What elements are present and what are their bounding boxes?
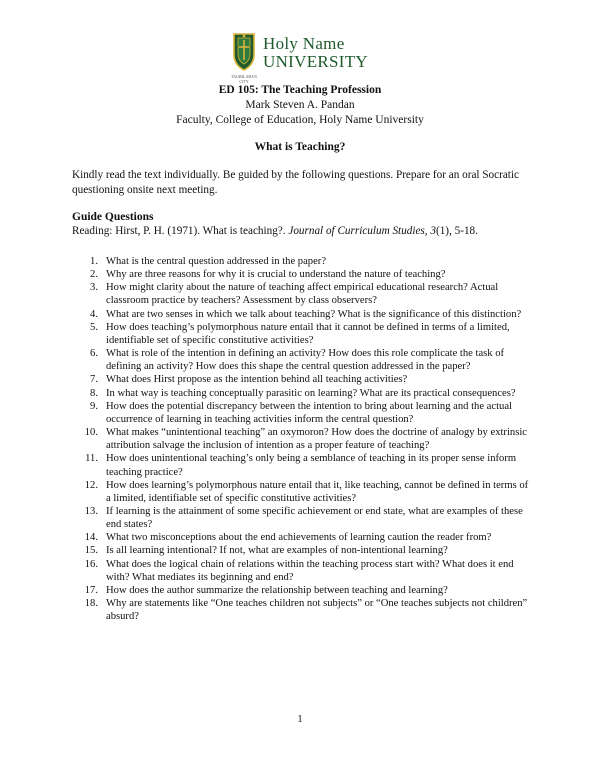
list-item: [72, 321, 532, 347]
question-number: 12.: [84, 479, 98, 491]
question-number: 6.: [90, 348, 98, 360]
university-seal-icon: [229, 32, 259, 74]
intro-paragraph: Kindly read the text individually. Be guided by the following questions. Prepare for an oral Socratic questioning onsite next meeting.: [72, 169, 519, 196]
page-number: 1: [297, 714, 303, 725]
list-item: [72, 479, 532, 505]
questions-list: [72, 255, 532, 623]
question-text: What is role of the intention in defining an activity? How does this role complicate the task of defining an activity? How does this shape the central question addressed in the paper?: [106, 348, 505, 373]
section-title: What is Teaching?: [254, 141, 346, 153]
question-number: 7.: [90, 374, 98, 386]
question-text: Why are statements like “One teaches children not subjects” or “One teaches subjects not children” absurd?: [106, 598, 528, 623]
question-text: How does unintentional teaching’s only being a semblance of teaching in its proper sense inform teaching practice?: [106, 453, 517, 478]
question-text: How does teaching’s polymorphous nature entail that it cannot be defined in terms of a limited, identifiable set of specific constitutive activities?: [106, 321, 510, 346]
question-text: What are two senses in which we talk about teaching? What is the significance of this distinction?: [106, 308, 522, 320]
list-item: [72, 452, 532, 478]
question-number: 17.: [84, 584, 98, 596]
course-title: ED 105: The Teaching Profession: [218, 84, 382, 96]
list-item: [72, 281, 532, 307]
reading-citation: [72, 224, 542, 239]
question-text: What makes “unintentional teaching” an oxymoron? How does the doctrine of analogy by extrinsic attribution salvage the inclusion of intention as a proper feature of teaching?: [106, 427, 527, 452]
question-text: What does Hirst propose as the intention behind all teaching activities?: [106, 374, 408, 386]
list-item: [72, 400, 532, 426]
list-item: [72, 505, 532, 531]
university-logo: [229, 32, 374, 84]
guide-questions-heading: Guide Questions: [72, 211, 154, 223]
list-item: [72, 373, 532, 386]
question-text: If learning is the attainment of some specific achievement or end state, what are examples of these end states?: [106, 505, 523, 531]
question-text: What is the central question addressed in the paper?: [106, 256, 327, 267]
question-text: In what way is teaching conceptually parasitic on learning? What are its practical consequences?: [106, 387, 516, 399]
author-affiliation: Faculty, College of Education, Holy Name University: [176, 114, 424, 126]
list-item: [72, 558, 532, 584]
question-number: 11.: [85, 453, 98, 465]
question-number: 3.: [90, 282, 98, 294]
question-number: 13.: [84, 505, 98, 517]
reading-suffix: (1), 5-18.: [435, 225, 478, 237]
question-number: 5.: [90, 321, 98, 333]
question-number: 16.: [84, 558, 98, 570]
question-number: 8.: [90, 387, 98, 399]
list-item: [72, 268, 532, 281]
university-wordmark: [263, 35, 368, 71]
list-item: [72, 387, 532, 400]
list-item: [72, 531, 532, 544]
list-item: [72, 347, 532, 373]
list-item: [72, 544, 532, 557]
question-text: What two misconceptions about the end achievements of learning caution the reader from?: [106, 532, 492, 544]
question-number: 4.: [90, 308, 98, 320]
list-item: [72, 308, 532, 321]
wordmark-line-2: UNIVERSITY: [263, 52, 368, 71]
document-header: [0, 83, 600, 128]
list-item: [72, 584, 532, 597]
question-number: 18.: [84, 598, 98, 610]
question-number: 14.: [84, 532, 98, 544]
question-number: 15.: [84, 545, 98, 557]
question-number: 9.: [90, 400, 98, 412]
question-text: How might clarity about the nature of teaching affect empirical educational research? Actual classroom practice by teachers? Assessment by class observers?: [106, 282, 499, 307]
question-text: How does the potential discrepancy between the intention to bring about learning and the actual occurrence of learning in teaching activities inform the central question?: [106, 400, 512, 425]
seal-caption: TAGBILARAN CITY: [231, 74, 257, 84]
list-item: [72, 597, 532, 623]
journal-title: Journal of Curriculum Studies, 3: [288, 225, 436, 237]
question-text: Why are three reasons for why it is crucial to understand the nature of teaching?: [106, 269, 446, 281]
author-name: Mark Steven A. Pandan: [245, 99, 355, 111]
reading-prefix: Reading: Hirst, P. H. (1971). What is teaching?.: [72, 225, 289, 237]
question-number: 10.: [84, 427, 98, 439]
question-number: 2.: [90, 269, 98, 281]
question-text: How does the author summarize the relationship between teaching and learning?: [106, 584, 448, 596]
question-text: How does learning’s polymorphous nature entail that it, like teaching, cannot be defined in terms of a limited, identifiable set of specific constitutive activities?: [106, 479, 529, 504]
list-item: [72, 426, 532, 452]
question-text: Is all learning intentional? If not, what are examples of non-intentional learning?: [106, 545, 448, 557]
question-number: 1.: [90, 256, 98, 267]
list-item: [72, 255, 532, 268]
question-text: What does the logical chain of relations within the teaching process start with? What does it end with? What mediates its beginning and end?: [106, 558, 514, 583]
wordmark-line-1: Holy Name: [263, 34, 345, 53]
